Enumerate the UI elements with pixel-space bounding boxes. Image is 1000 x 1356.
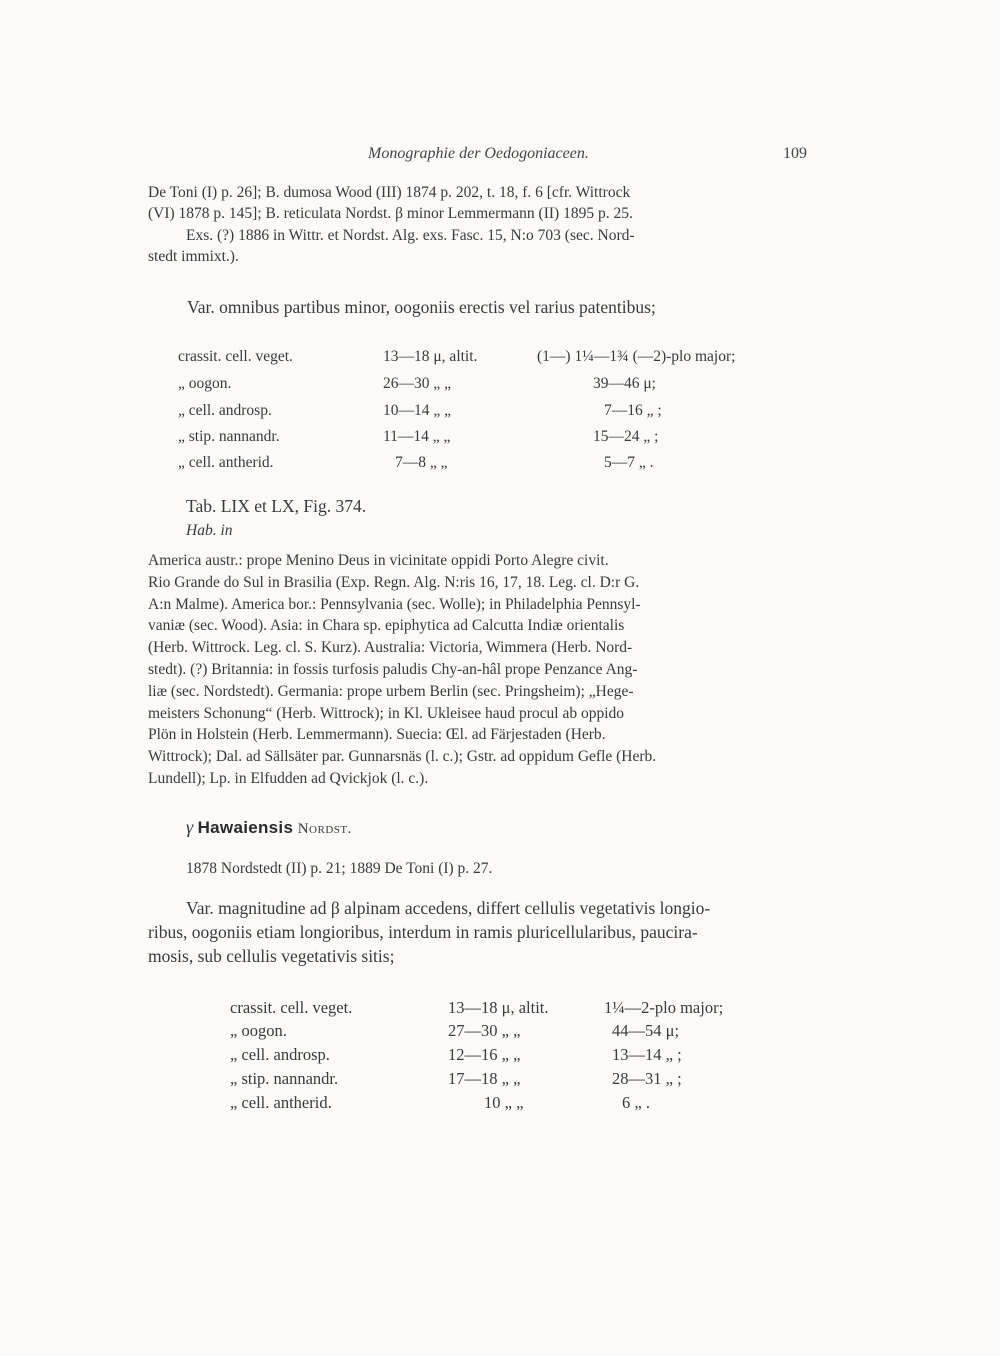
row-value: 10—14 „ „ xyxy=(383,402,452,419)
row-value: 26—30 „ „ xyxy=(383,375,452,392)
row-label: „ cell. antherid. xyxy=(230,1093,332,1112)
habitat-line: A:n Malme). America bor.: Pennsylvania (sec. Wolle); in Philadelphia Pennsyl- xyxy=(148,596,641,613)
variety-letter: γ xyxy=(186,817,194,837)
variety-author: Nordst. xyxy=(297,821,352,837)
page-number: 109 xyxy=(783,145,807,162)
habitat-line: Rio Grande do Sul in Brasilia (Exp. Regn. Alg. N:ris 16, 17, 18. Leg. cl. D:r G. xyxy=(148,574,640,591)
row-label: crassit. cell. veget. xyxy=(230,998,353,1017)
reference-line: De Toni (I) p. 26]; B. dumosa Wood (III) 1874 p. 202, t. 18, f. 6 [cfr. Wittrock xyxy=(148,184,631,201)
row-value: 39—46 μ; xyxy=(593,375,656,392)
variety-description: Var. magnitudine ad β alpinam accedens, differt cellulis vegetativis longio- xyxy=(186,898,711,918)
row-value: 15—24 „ ; xyxy=(593,428,659,445)
habitat-line: meisters Schonung“ (Herb. Wittrock); in Kl. Ukleisee haud procul ab oppido xyxy=(148,705,625,722)
variety-heading xyxy=(186,817,352,838)
reference-line: stedt immixt.). xyxy=(148,248,239,265)
habitat-line: America austr.: prope Menino Deus in vicinitate oppidi Porto Alegre civit. xyxy=(148,552,609,569)
variety-description: ribus, oogoniis etiam longioribus, interdum in ramis pluricellularibus, paucira- xyxy=(148,922,698,942)
variety-description: Var. omnibus partibus minor, oogoniis erectis vel rarius patentibus; xyxy=(187,297,656,317)
row-label: „ oogon. xyxy=(178,375,232,392)
running-title: Monographie der Oedogoniaceen. xyxy=(368,145,589,162)
habitat-heading: Hab. in xyxy=(186,522,233,539)
row-label: „ cell. antherid. xyxy=(178,454,274,471)
row-value: 6 „ . xyxy=(622,1093,650,1112)
habitat-line: liæ (sec. Nordstedt). Germania: prope urbem Berlin (sec. Pringsheim); „Hege- xyxy=(148,683,634,700)
row-label: „ stip. nannandr. xyxy=(178,428,280,445)
variety-reference: 1878 Nordstedt (II) p. 21; 1889 De Toni (I) p. 27. xyxy=(186,860,493,877)
row-value: 17—18 „ „ xyxy=(448,1069,521,1088)
habitat-line: Wittrock); Dal. ad Sällsäter par. Gunnarsnäs (l. c.); Gstr. ad oppidum Gefle (Herb. xyxy=(148,748,657,765)
row-value: 27—30 „ „ xyxy=(448,1021,521,1040)
row-label: „ oogon. xyxy=(230,1021,287,1040)
row-label: „ cell. androsp. xyxy=(230,1045,330,1064)
row-value: 13—18 μ, altit. xyxy=(383,348,478,365)
row-value: 13—18 μ, altit. xyxy=(448,998,549,1017)
row-value: 44—54 μ; xyxy=(612,1021,680,1040)
row-value: 7—16 „ ; xyxy=(604,402,662,419)
reference-line: Exs. (?) 1886 in Wittr. et Nordst. Alg. exs. Fasc. 15, N:o 703 (sec. Nord- xyxy=(186,227,635,244)
row-value: 28—31 „ ; xyxy=(612,1069,682,1088)
habitat-line: stedt). (?) Britannia: in fossis turfosis paludis Chy-an-hâl prope Penzance Ang- xyxy=(148,661,638,678)
row-value: 10 „ „ xyxy=(484,1093,524,1112)
row-value: 12—16 „ „ xyxy=(448,1045,521,1064)
row-label: „ cell. androsp. xyxy=(178,402,272,419)
row-label: „ stip. nannandr. xyxy=(230,1069,339,1088)
row-value: 1¼—2-plo major; xyxy=(604,998,724,1017)
row-label: crassit. cell. veget. xyxy=(178,348,293,365)
row-value: (1—) 1¼—1¾ (—2)-plo major; xyxy=(537,348,736,365)
variety-name: Hawaiensis xyxy=(197,818,294,837)
row-value: 5—7 „ . xyxy=(604,454,654,471)
plate-reference: Tab. LIX et LX, Fig. 374. xyxy=(186,496,367,516)
habitat-line: vaniæ (sec. Wood). Asia: in Chara sp. epiphytica ad Calcutta Indiæ orientalis xyxy=(148,617,625,634)
reference-line: (VI) 1878 p. 145]; B. reticulata Nordst. β minor Lemmermann (II) 1895 p. 25. xyxy=(148,205,633,222)
row-value: 7—8 „ „ xyxy=(395,454,448,471)
row-value: 13—14 „ ; xyxy=(612,1045,682,1064)
variety-description: mosis, sub cellulis vegetativis sitis; xyxy=(148,946,395,966)
habitat-line: Plön in Holstein (Herb. Lemmermann). Suecia: Œl. ad Färjestaden (Herb. xyxy=(148,726,606,743)
habitat-line: Lundell); Lp. in Elfudden ad Qvickjok (l. c.). xyxy=(148,770,429,787)
row-value: 11—14 „ „ xyxy=(383,428,451,445)
habitat-line: (Herb. Wittrock. Leg. cl. S. Kurz). Australia: Victoria, Wimmera (Herb. Nord- xyxy=(148,639,633,656)
